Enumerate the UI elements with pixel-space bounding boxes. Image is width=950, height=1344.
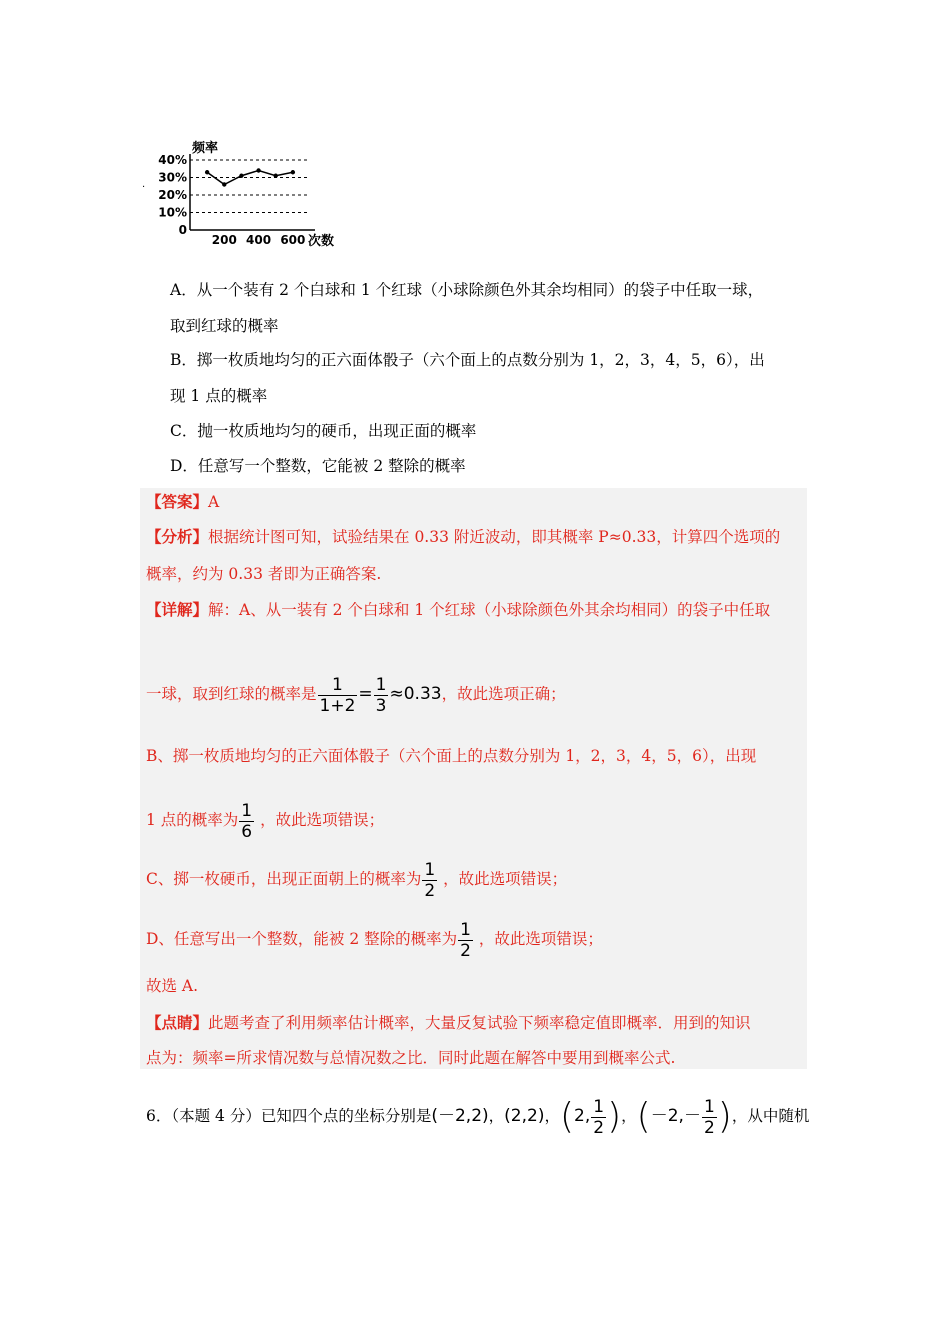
frac-denominator: 2 [703,1117,715,1138]
frac-numerator: 1 [375,674,387,695]
chart-stray-mark: · [142,182,146,193]
chart-y-tick-label: 30% [158,170,187,185]
point-3-y-fraction [591,1097,606,1138]
chart-data-point [205,170,209,174]
chart-x-tick-label: 600 [280,233,306,247]
chart-axes [190,154,315,230]
fraction-one-half [422,860,437,901]
separator: ， [544,1107,560,1125]
fraction-one-over-three-sum [318,675,358,716]
analysis-tag: 【分析】 [146,527,209,546]
option-b-line-2: 现 1 点的概率 [170,387,268,405]
chart-y-tick-label: 40% [158,153,187,167]
analysis-text-1: 根据统计图可知，试验结果在 0.33 附近波动，即其概率 P≈0.33，计算四个选项的 [208,528,781,546]
chart-x-ticks [212,233,306,247]
frequency-chart [140,140,340,250]
comment-line-2: 点为：频率=所求情况数与总情况数之比．同时此题在解答中要用到概率公式. [146,1049,676,1067]
frac-denominator: 2 [593,1117,605,1138]
point-2: (2,2) [504,1106,545,1126]
detail-a-prefix: 一球，取到红球的概率是 [146,685,317,703]
comment-tag: 【点睛】 [146,1013,209,1032]
question-6: 6．（本题 4 分）已知四个点的坐标分别是(－2,2)，(2,2)，(2, $\frac{1}{2}$ )，(－2,－ $\frac{1}{2}$ )，从中随机 [146,1096,810,1138]
question-6-suffix: ，从中随机 [731,1107,810,1125]
detail-a-line [146,672,566,716]
approx-value: ≈0.33 [389,684,442,704]
chart-xlabel: 次数 [308,234,335,249]
option-a-line-1: A．从一个装有 2 个白球和 1 个红球（小球除颜色外其余均相同）的袋子中任取一球， [170,281,764,299]
detail-a-suffix: ，故此选项正确； [441,685,566,703]
detail-b-suffix: ，故此选项错误； [260,811,385,829]
detail-line-1 [146,600,770,620]
answer-line [146,492,219,512]
frac-denominator: 2 [460,940,471,961]
point-4-x: －2,－ [650,1106,701,1126]
frac-denominator: 1+2 [319,695,356,716]
chart-gridlines [190,160,310,213]
frac-numerator: 1 [332,674,343,695]
chart-y-tick-label: 0 [178,223,187,237]
chart-ylabel: 频率 [192,141,219,156]
analysis-line-1 [146,527,780,547]
question-6-prefix: 6．（本题 4 分）已知四个点的坐标分别是 [146,1107,432,1125]
option-a-line-2: 取到红球的概率 [170,317,279,335]
comment-text-1: 此题考查了利用频率估计概率，大量反复试验下频率稳定值即概率．用到的知识 [208,1014,751,1032]
detail-d-line [146,917,603,961]
chart-data-point [222,182,226,186]
detail-b-line-1: B、掷一枚质地均匀的正六面体骰子（六个面上的点数分别为 1，2，3，4，5，6），出现 [146,747,757,765]
chart-data-point [256,168,260,172]
comment-line-1 [146,1013,751,1033]
option-d: D．任意写一个整数，它能被 2 整除的概率 [170,457,466,475]
point-4-y-fraction [702,1097,717,1138]
chart-x-tick-label: 400 [246,233,272,247]
frac-denominator: 2 [424,880,436,901]
detail-d-prefix: D、任意写出一个整数，能被 2 整除的概率为 [146,930,458,948]
detail-d-suffix: ，故此选项错误； [478,930,603,948]
conclusion: 故选 A. [146,977,199,995]
answer-value: A [208,493,220,511]
frac-numerator: 1 [703,1096,715,1117]
frac-numerator: 1 [593,1096,605,1117]
detail-c-prefix: C、掷一枚硬币，出现正面朝上的概率为 [146,870,422,888]
fraction-one-third [374,675,389,716]
chart-y-tick-label: 20% [158,188,187,202]
point-3-x: 2, [574,1106,591,1126]
detail-c-line [146,857,567,901]
chart-data-point [274,174,278,178]
frac-denominator: 6 [241,821,253,842]
chart-data-point [291,170,295,174]
equals-sign: = [358,684,373,704]
chart-data-point [239,174,243,178]
detail-b-prefix: 1 点的概率为 [146,811,239,829]
analysis-line-2: 概率，约为 0.33 者即为正确答案. [146,565,382,583]
detail-c-suffix: ，故此选项错误； [443,870,568,888]
frac-numerator: 1 [424,859,436,880]
point-1: (－2,2) [431,1106,489,1126]
frac-numerator: 1 [241,800,253,821]
answer-tag: 【答案】 [146,492,209,511]
frac-numerator: 1 [460,919,471,940]
detail-text-1: 解：A、从一装有 2 个白球和 1 个红球（小球除颜色外其余均相同）的袋子中任取 [208,601,771,619]
separator: ， [621,1107,637,1125]
frac-denominator: 3 [375,695,387,716]
chart-y-ticks [158,153,187,237]
chart-x-tick-label: 200 [211,233,237,247]
fraction-one-half [458,920,473,961]
detail-tag: 【详解】 [146,600,209,619]
option-c: C．抛一枚质地均匀的硬币，出现正面的概率 [170,422,477,440]
option-b-line-1: B．掷一枚质地均匀的正六面体骰子（六个面上的点数分别为 1，2，3，4，5，6），出 [170,351,765,369]
chart-y-tick-label: 10% [158,205,187,220]
fraction-one-sixth [239,801,254,842]
separator: ， [488,1107,505,1125]
detail-b-line-2 [146,798,384,842]
